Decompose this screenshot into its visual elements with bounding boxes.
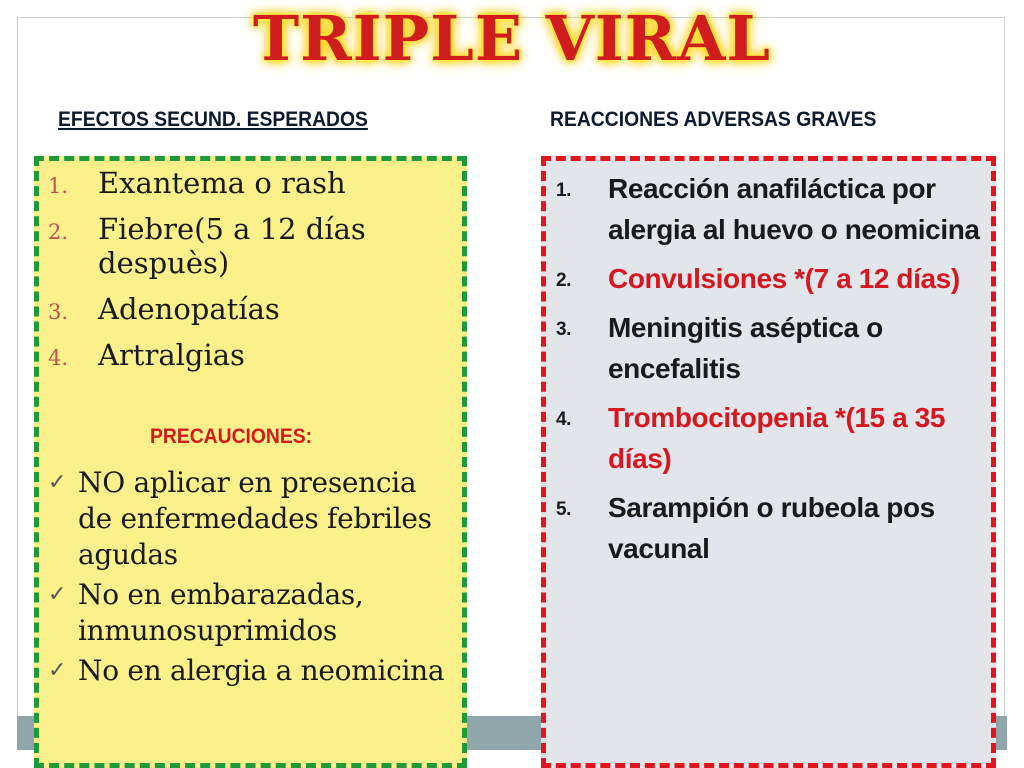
list-item <box>556 487 986 569</box>
expected-effects-heading: EFECTOS SECUND. ESPERADOS <box>58 108 368 131</box>
list-item <box>556 307 986 389</box>
list-item <box>46 653 458 689</box>
item-number: 2. <box>48 220 69 244</box>
item-number: 5. <box>556 499 572 520</box>
item-text: Artralgias <box>98 338 245 372</box>
item-text: No en alergia a neomicina <box>78 654 445 687</box>
list-item-highlighted <box>556 258 986 299</box>
item-number: 2. <box>556 270 572 291</box>
expected-effects-list <box>48 166 458 384</box>
checkmark-icon: ✓ <box>48 658 67 683</box>
item-number: 3. <box>48 300 69 324</box>
list-item <box>48 292 458 326</box>
checkmark-icon: ✓ <box>48 582 67 607</box>
checkmark-icon: ✓ <box>48 470 67 495</box>
precautions-list <box>46 465 458 693</box>
item-text: Convulsiones *(7 a 12 días) <box>608 263 960 294</box>
item-number: 1. <box>556 180 572 201</box>
list-item <box>48 212 458 280</box>
list-item-highlighted <box>556 397 986 479</box>
item-text: Adenopatías <box>98 292 280 326</box>
slide-title: TRIPLE VIRAL <box>252 2 772 75</box>
item-text: No en embarazadas, inmunosuprimidos <box>78 578 364 647</box>
list-item <box>46 465 458 573</box>
item-text: Fiebre(5 a 12 días despuès) <box>98 212 366 280</box>
adverse-reactions-heading: REACCIONES ADVERSAS GRAVES <box>550 108 877 131</box>
precautions-heading: PRECAUCIONES: <box>150 425 313 448</box>
item-number: 4. <box>556 409 572 430</box>
item-text: Meningitis aséptica o encefalitis <box>608 312 883 384</box>
item-text: NO aplicar en presencia de enfermedades febriles agudas <box>78 466 432 571</box>
list-item <box>48 338 458 372</box>
list-item <box>46 577 458 649</box>
item-number: 1. <box>48 174 69 198</box>
item-text: Trombocitopenia *(15 a 35 días) <box>608 402 945 474</box>
item-number: 4. <box>48 346 69 370</box>
adverse-reactions-list <box>556 168 986 577</box>
item-number: 3. <box>556 319 572 340</box>
item-text: Exantema o rash <box>98 166 346 200</box>
list-item <box>556 168 986 250</box>
item-text: Sarampión o rubeola pos vacunal <box>608 492 935 564</box>
item-text: Reacción anafiláctica por alergia al huevo o neomicina <box>608 173 980 245</box>
list-item <box>48 166 458 200</box>
